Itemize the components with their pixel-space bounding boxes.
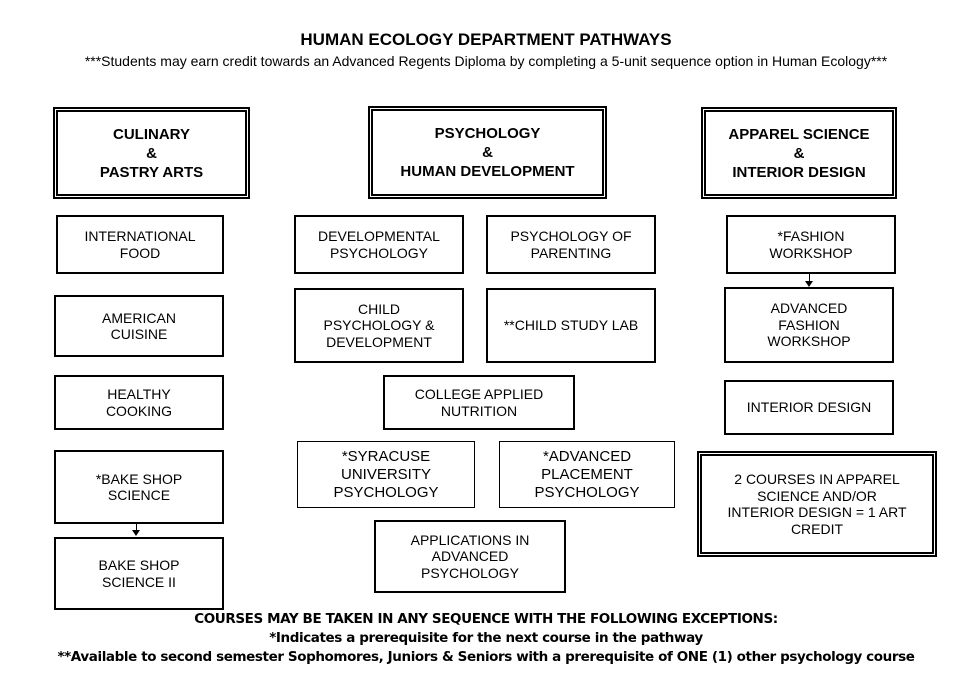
course-international-food: INTERNATIONAL FOOD bbox=[56, 215, 224, 274]
course-child-study-lab: **CHILD STUDY LAB bbox=[486, 288, 656, 363]
course-bake-shop-science: *BAKE SHOP SCIENCE bbox=[54, 450, 224, 524]
header-psychology-human-development: PSYCHOLOGY & HUMAN DEVELOPMENT bbox=[368, 106, 607, 199]
course-syracuse-university-psychology: *SYRACUSE UNIVERSITY PSYCHOLOGY bbox=[297, 441, 475, 508]
art-credit-note: 2 COURSES IN APPAREL SCIENCE AND/OR INTERIOR DESIGN = 1 ART CREDIT bbox=[697, 451, 937, 557]
course-healthy-cooking: HEALTHY COOKING bbox=[54, 375, 224, 430]
page-title: HUMAN ECOLOGY DEPARTMENT PATHWAYS bbox=[300, 30, 672, 49]
footer-exceptions-heading: COURSES MAY BE TAKEN IN ANY SEQUENCE WITH THE FOLLOWING EXCEPTIONS: bbox=[194, 611, 778, 627]
course-college-applied-nutrition: COLLEGE APPLIED NUTRITION bbox=[383, 375, 575, 430]
course-child-psychology-development: CHILD PSYCHOLOGY & DEVELOPMENT bbox=[294, 288, 464, 363]
course-bake-shop-science-ii: BAKE SHOP SCIENCE II bbox=[54, 537, 224, 610]
course-advanced-placement-psychology: *ADVANCED PLACEMENT PSYCHOLOGY bbox=[499, 441, 675, 508]
course-american-cuisine: AMERICAN CUISINE bbox=[54, 295, 224, 357]
header-culinary-pastry-arts: CULINARY & PASTRY ARTS bbox=[53, 107, 250, 199]
course-interior-design: INTERIOR DESIGN bbox=[724, 380, 894, 435]
course-developmental-psychology: DEVELOPMENTAL PSYCHOLOGY bbox=[294, 215, 464, 274]
prerequisite-arrow-head bbox=[132, 530, 140, 536]
course-psychology-of-parenting: PSYCHOLOGY OF PARENTING bbox=[486, 215, 656, 274]
course-applications-advanced-psychology: APPLICATIONS IN ADVANCED PSYCHOLOGY bbox=[374, 520, 566, 593]
page-subtitle: ***Students may earn credit towards an Advanced Regents Diploma by completing a 5-unit sequence option in Human Ecology*** bbox=[84, 53, 888, 69]
footer-double-asterisk-note: **Available to second semester Sophomores, Juniors & Seniors with a prerequisite of ONE (1) other psychology course bbox=[57, 649, 915, 665]
course-advanced-fashion-workshop: ADVANCED FASHION WORKSHOP bbox=[724, 287, 894, 363]
footer-single-asterisk-note: *Indicates a prerequisite for the next course in the pathway bbox=[269, 630, 703, 646]
prerequisite-arrow-line-fashion bbox=[809, 274, 810, 281]
header-apparel-science-interior-design: APPAREL SCIENCE & INTERIOR DESIGN bbox=[701, 107, 897, 199]
course-fashion-workshop: *FASHION WORKSHOP bbox=[726, 215, 896, 274]
